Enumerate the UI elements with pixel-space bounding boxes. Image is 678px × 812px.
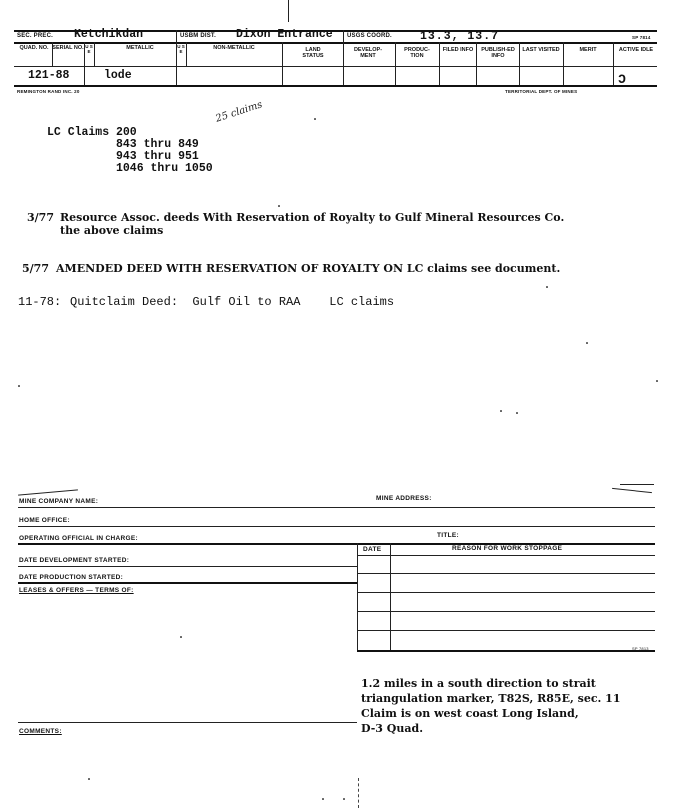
entry-date: 3/77 [27, 211, 54, 224]
leases-label: LEASES & OFFERS — TERMS OF: [19, 587, 134, 594]
col-merit: MERIT [579, 47, 597, 53]
lc-claims-line: 943 thru 951 [116, 150, 199, 163]
header-rule-1 [14, 42, 657, 44]
home-office-label: HOME OFFICE: [19, 517, 70, 524]
lc-claims-line: 1046 thru 1050 [116, 162, 213, 175]
scan-stroke [18, 489, 78, 495]
quad-serial-value: 121-88 [28, 69, 70, 82]
location-note-line: triangulation marker, T82S, R85E, sec. 11 [361, 692, 621, 705]
entry-text: Resource Assoc. deeds With Reservation of Royalty to Gulf Mineral Resources Co. [60, 211, 565, 224]
col-divider [176, 30, 177, 85]
table-line [357, 573, 655, 574]
date-development-label: DATE DEVELOPMENT STARTED: [19, 557, 130, 564]
col-production: PRODUC-TION [404, 47, 430, 59]
scan-stroke [620, 484, 654, 485]
active-idle-mark: C [618, 72, 626, 87]
header-rule-2 [14, 66, 657, 67]
table-line [357, 611, 655, 612]
title-label: TITLE: [437, 532, 460, 539]
scan-speck [343, 798, 345, 800]
col-published-info: PUBLISH-ED INFO [481, 47, 515, 59]
usbm-dist-label: USBM DIST. [180, 33, 217, 39]
col-development: DEVELOP-MENT [353, 47, 383, 59]
table-line [357, 592, 655, 593]
form-line [18, 526, 655, 527]
reason-col-label: REASON FOR WORK STOPPAGE [452, 545, 563, 552]
scan-mark-line [288, 0, 289, 22]
col-divider [395, 42, 396, 85]
col-divider [519, 42, 520, 85]
scan-speck [322, 798, 324, 800]
col-non-metallic: NON-METALLIC [213, 45, 255, 51]
col-use-2: U S E [177, 44, 185, 54]
lc-claims-line: 843 thru 849 [116, 138, 199, 151]
col-divider [343, 30, 344, 85]
scan-speck [278, 205, 280, 207]
col-divider [439, 42, 440, 85]
date-col-label: DATE [363, 546, 382, 553]
col-divider [613, 42, 614, 85]
table-line [357, 555, 655, 556]
location-note-line: 1.2 miles in a south direction to strait [361, 677, 596, 690]
header-rule-bottom [14, 85, 657, 87]
handwritten-note: 25 claims [214, 99, 264, 125]
scan-speck [180, 636, 182, 638]
entry-text: the above claims [60, 224, 164, 237]
mine-company-name-label: MINE COMPANY NAME: [19, 498, 99, 505]
printer-line: REMINGTON RAND INC. 20 [17, 89, 80, 94]
location-note-line: D-3 Quad. [361, 722, 424, 735]
col-serial-no: SERIAL NO. [52, 45, 84, 51]
scan-speck [88, 778, 90, 780]
usbm-dist-value: Dixon Entrance [236, 28, 333, 41]
table-divider [390, 543, 391, 651]
scan-speck [18, 385, 20, 387]
scan-speck [656, 380, 658, 382]
metallic-value: lode [104, 69, 132, 82]
scan-speck [546, 286, 548, 288]
scan-mark-line [358, 778, 359, 808]
col-use-1: U S E [85, 44, 93, 54]
scan-speck [314, 118, 316, 120]
lc-claims-label: LC Claims [47, 126, 110, 139]
form-line [18, 722, 357, 723]
lc-claims-line: 200 [116, 126, 137, 139]
col-land-status: LAND STATUS [302, 47, 324, 59]
location-note-line: Claim is on west coast Long Island, [361, 707, 579, 720]
col-filed-info: FILED INFO [442, 47, 474, 53]
comments-label: COMMENTS: [19, 728, 62, 735]
entry-date: 5/77 [22, 262, 49, 275]
form-number-small: SP 7813 [632, 646, 649, 651]
mine-address-label: MINE ADDRESS: [376, 495, 432, 502]
col-divider [476, 42, 477, 85]
col-divider [282, 42, 283, 85]
entry-date: 11-78: [18, 295, 62, 309]
form-line [18, 566, 357, 567]
sec-prec-value: Ketchikdan [74, 28, 144, 41]
operating-official-label: OPERATING OFFICIAL IN CHARGE: [19, 535, 138, 542]
scan-speck [500, 410, 502, 412]
col-metallic: METALLIC [126, 45, 154, 51]
col-active-idle: ACTIVE IDLE [618, 47, 654, 53]
col-last-visited: LAST VISITED [522, 47, 560, 53]
form-line [18, 582, 357, 584]
col-quad-no: QUAD. NO. [19, 45, 49, 51]
date-production-label: DATE PRODUCTION STARTED: [19, 574, 124, 581]
table-line [357, 630, 655, 631]
dept-line: TERRITORIAL DEPT. OF MINES [505, 89, 578, 94]
scan-speck [516, 412, 518, 414]
usgs-coord-label: USGS COORD. [347, 33, 392, 39]
entry-text: Quitclaim Deed: Gulf Oil to RAA LC claims [70, 295, 395, 309]
table-divider [357, 543, 358, 651]
form-line [18, 507, 655, 508]
sec-prec-label: SEC. PREC. [17, 33, 54, 39]
scan-speck [586, 342, 588, 344]
table-line [357, 650, 655, 652]
form-number: SP 7814 [632, 35, 651, 40]
usgs-coord-value: 13.3, 13.7 [420, 30, 500, 43]
entry-text: AMENDED DEED WITH RESERVATION OF ROYALTY ON LC claims see document. [56, 262, 561, 275]
scan-stroke [612, 488, 652, 493]
col-divider [563, 42, 564, 85]
